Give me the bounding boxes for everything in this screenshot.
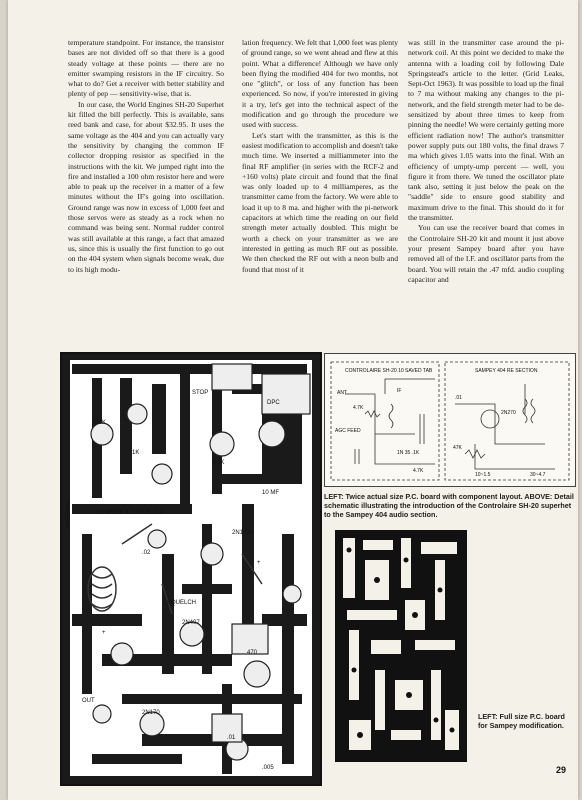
magazine-page	[8, 0, 578, 800]
schematic-title: SAMPEY 404 RE SECTION	[475, 368, 538, 374]
photo-label: 4.7K	[212, 460, 225, 466]
photo-label: 10 MF	[262, 490, 280, 496]
schematic-label: .01	[455, 395, 462, 401]
photo-label: 10 DRIVE 4 TURNS TAP	[97, 510, 164, 516]
paragraph: lation frequency. We felt that 1,000 feet was plenty of ground range, so we went ahead and flew at this point. What a difference! Although we have only been flying the modified 404 for two months, not one "glitch", or loss of any function has been experienced. So now, if you're interested in giving it a try, let's get into the technical aspect of the modification and go through the procedure we used with success.	[242, 38, 398, 130]
schematic-label: 2N270	[501, 410, 516, 416]
caption-component-layout: LEFT: Twice actual size P.C. board with component layout. ABOVE: Detail schematic illustrating the introduction of the Controlaire SH-20 superhet to the Sampey 404 audio section.	[324, 492, 574, 519]
photo-label: 470	[247, 650, 258, 656]
text-column-1	[68, 38, 224, 275]
photo-label: .02	[142, 550, 151, 556]
detail-schematic	[324, 353, 576, 487]
schematic-label: 1N 35 .1K	[397, 450, 420, 456]
paragraph: Let's start with the transmitter, as this is the easiest modification to accomplish and doesn't take much time. We inserted a milliammeter into the final RF amplifier (in series with the RCF-2 and +160 volts) plate circuit and found that the final was only loaded up to 4 milliamperes, as the transmitter came from the factory. We were able to load it up to 8 ma. and higher with the pi-network capacitors at which time the reading on our field strength meter actually doubled. This might be worth a check on your transmitter as we are interested in getting as much RF out as possible. We then checked the RF out with a neon bulb and found that most of it	[242, 130, 398, 274]
schematic-label: 4.7K	[413, 468, 424, 474]
page-number: 29	[556, 765, 567, 775]
schematic-label: ANT	[337, 390, 347, 396]
photo-label: SQUELCH	[167, 600, 197, 606]
full-size-pc-board	[335, 530, 467, 762]
caption-full-size-board: LEFT: Full size P.C. board for Sampey modification.	[478, 712, 565, 730]
photo-label: .005	[262, 765, 274, 771]
paragraph: In our case, the World Engines SH-20 Superhet kit filled the bill perfectly. This is available, sans reed bank and case, for about $32.95. It uses the same voltage as the 404 and you can actually vary the sensitivity by changing the common IF collector dropping resistor as specified in the instructions with the kit. We jumped right into the fire and installed a 100 ohm resistor here and were able to peak up the receiver in a matter of a few minutes without the IF's going into oscillation. Ground range was now in excess of 1,000 feet and those servos were as steady as a rock when no command was being sent. Normal rudder control was still available at this range, a fact that amazed us, since this is usually the first function to go out on the 404 system when signals become weak, due to its high modu-	[68, 99, 224, 274]
text-column-3	[408, 38, 564, 285]
paragraph: was still in the transmitter case around the pi-network coil. At this point we decided to make the antenna with a loading coil by following Dale Springstead's article to the letter. (Grid Leaks, Sept-Oct 1963). It was possible to load up the final to 7 ma without making any changes to the pi-network, and the field strength meter had to be de-sensitized by about three times to keep from pinning the needle! We were certainly getting more efficient radiation now! The author's transmitter power supply puts out 180 volts, the final draws 7 ma which gives 1.05 watts into the final. With an efficiency of umpty-ump percent — well, you figure it from there. We tuned the oscillator plate tank also, setting it just below the peak on the "saddle" side to ensure good stability and maximum drive to the final. This should do it for the transmitter.	[408, 38, 564, 223]
text-column-2	[242, 38, 398, 275]
pc-board-component-layout-photo	[60, 352, 322, 786]
photo-label: STOP	[192, 390, 209, 396]
schematic-label: 30~4.7	[530, 472, 546, 478]
photo-label: 2N407	[182, 620, 200, 626]
schematic-label: 4.7K	[353, 405, 364, 411]
paragraph: temperature standpoint. For instance, the transistor bases are not divided off so that there is a good steady voltage at these points — there are no emitter swamping resistors in the IF circuitry. So what to do? Get a receiver with better stability and plenty of pep — sensitivity-wise, that is.	[68, 38, 224, 99]
photo-label: 1K	[132, 450, 140, 456]
photo-label: 100K	[92, 420, 107, 426]
photo-label: ANTENNA	[66, 500, 72, 529]
schematic-label: 10~1.5	[475, 472, 491, 478]
photo-label: .01	[227, 735, 236, 741]
schematic-title: CONTROLAIRE SH-20 10 SAVED TAB	[345, 368, 433, 374]
photo-label: +	[257, 560, 261, 566]
photo-label: OUT	[82, 698, 95, 704]
photo-label: +	[102, 630, 106, 636]
schematic-label: 47K	[453, 445, 462, 451]
paragraph: You can use the receiver board that comes in the Controlaire SH-20 kit and mount it just above your present Sampey board after you have removed all of the I.F. and oscillator parts from the board. You will retain the .47 mfd. audio coupling capacitor and	[408, 223, 564, 284]
schematic-label: AGC FEED	[335, 428, 361, 434]
photo-label: DPC	[267, 400, 280, 406]
schematic-label: IF	[397, 388, 402, 394]
photo-label: 2N170	[142, 710, 160, 716]
photo-label: 2N1097	[232, 530, 254, 536]
